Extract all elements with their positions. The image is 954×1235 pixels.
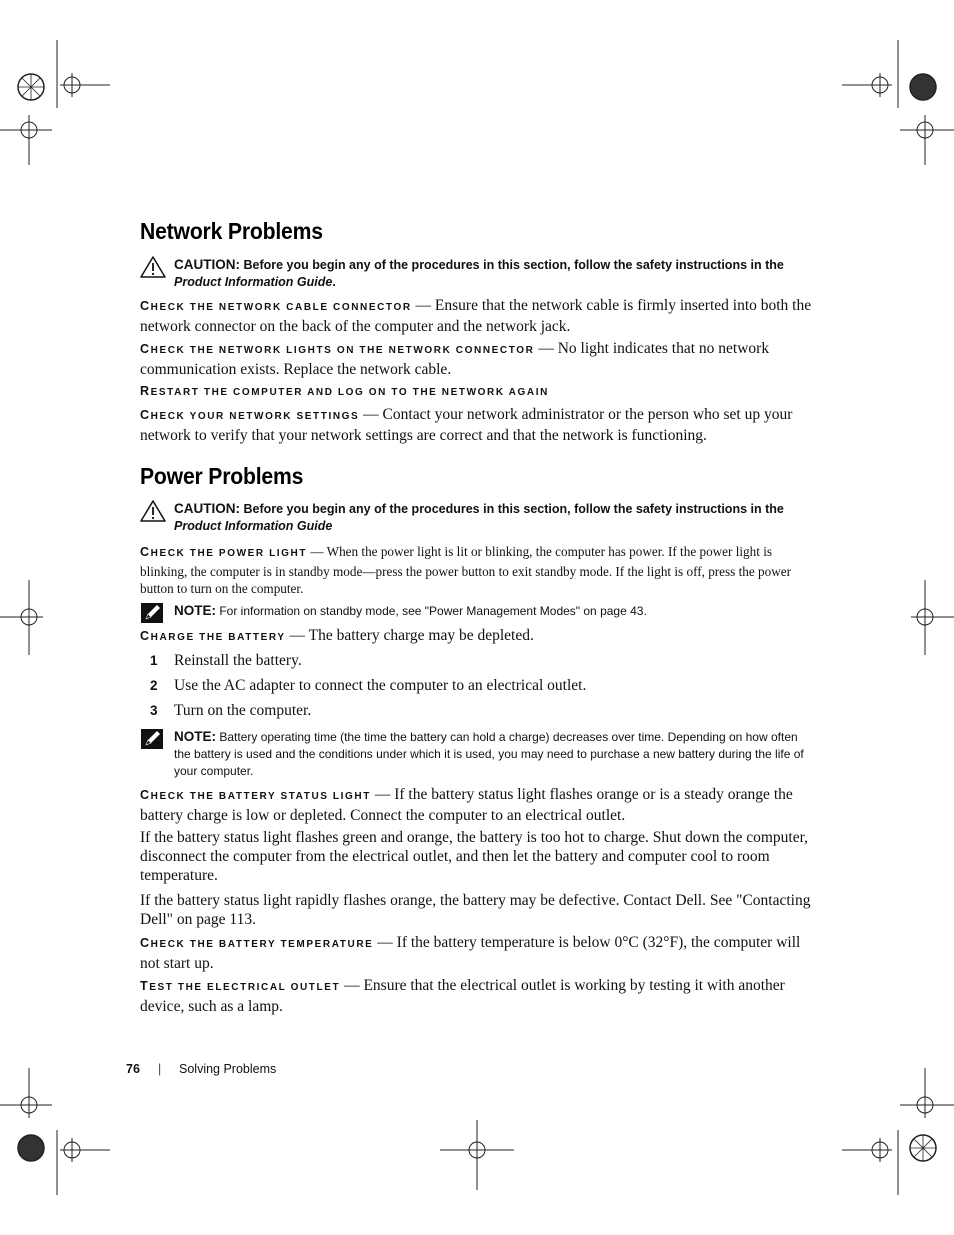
heading-initial: C: [140, 408, 151, 422]
heading-initial: C: [140, 936, 151, 950]
power-caution-text: [174, 500, 820, 535]
caution-guide-name: Product Information Guide: [174, 519, 333, 533]
em-dash: —: [340, 977, 364, 994]
power-item-temperature: [140, 933, 812, 973]
note-label: NOTE:: [174, 603, 216, 618]
item-heading: [140, 629, 286, 643]
power-item-status-light: [140, 785, 812, 825]
heading-rest: HECK THE NETWORK LIGHTS ON THE NETWORK CONNECTOR: [150, 345, 535, 356]
heading-rest: HECK THE BATTERY TEMPERATURE: [150, 939, 374, 950]
caution-guide-name: Product Information Guide: [174, 275, 333, 289]
item-heading: [140, 788, 371, 802]
network-item-restart: [140, 381, 812, 402]
standby-note-text: [174, 602, 816, 620]
step-number: 1: [150, 653, 158, 668]
item-heading: [140, 299, 412, 313]
em-dash: —: [307, 544, 327, 559]
item-body: Ensure that the network cable is firmly inserted into both the network connector on the back of the computer and the network jack.: [140, 297, 812, 335]
network-item-lights: [140, 339, 812, 379]
em-dash: —: [370, 786, 395, 803]
power-item-light: [140, 543, 812, 598]
caution-body: Before you begin any of the procedures in this section, follow the safety instructions in the: [243, 258, 784, 272]
step-text: Reinstall the battery.: [174, 652, 302, 669]
caution-body: Before you begin any of the procedures in this section, follow the safety instructions in the: [243, 502, 784, 516]
heading-initial: C: [140, 299, 151, 313]
rapid-orange-paragraph: If the battery status light rapidly flashes orange, the battery may be defective. Contact Dell. See "Contacting Dell" on page 113.: [140, 892, 811, 928]
page-number: 76: [126, 1062, 140, 1076]
heading-rest: HECK YOUR NETWORK SETTINGS: [150, 411, 360, 422]
power-problems-heading: Power Problems: [140, 463, 304, 489]
item-heading: [140, 342, 535, 356]
power-item-outlet: [140, 976, 812, 1016]
heading-rest: HECK THE NETWORK CABLE CONNECTOR: [150, 302, 412, 313]
caution-period: .: [332, 275, 336, 289]
step-number: 2: [150, 678, 158, 693]
item-body: If the battery temperature is below 0°C (32°F), the computer will not start up.: [140, 934, 801, 972]
heading-initial: C: [140, 788, 151, 802]
item-body: The battery charge may be depleted.: [308, 627, 534, 644]
item-body: Contact your network administrator or the person who set up your network to verify that your network settings are correct and that the network is functioning.: [140, 406, 793, 444]
step-text: Turn on the computer.: [174, 702, 312, 719]
caution-label: CAUTION:: [174, 257, 240, 272]
warning-triangle-icon: [140, 256, 166, 278]
heading-initial: T: [140, 979, 150, 993]
step-number: 3: [150, 703, 158, 718]
network-problems-heading: Network Problems: [140, 218, 323, 244]
heading-initial: C: [140, 545, 151, 559]
network-item-settings: [140, 405, 812, 445]
heading-rest: HECK THE POWER LIGHT: [150, 548, 308, 559]
pencil-note-icon: [140, 728, 166, 750]
network-caution-text: [174, 256, 820, 291]
heading-rest: EST THE ELECTRICAL OUTLET: [149, 982, 341, 993]
em-dash: —: [411, 297, 435, 314]
pencil-note-icon: [140, 602, 166, 624]
warning-triangle-icon: [140, 500, 166, 522]
em-dash: —: [373, 934, 397, 951]
caution-label: CAUTION:: [174, 501, 240, 516]
heading-initial: C: [140, 342, 151, 356]
item-body: Ensure that the electrical outlet is working by testing it with another device, such as a lamp.: [140, 977, 785, 1015]
heading-initial: C: [140, 629, 151, 643]
power-item-charge: [140, 626, 812, 647]
item-body: No light indicates that no network communication exists. Replace the network cable.: [140, 340, 770, 378]
heading-initial: R: [140, 384, 151, 398]
item-heading: [140, 408, 360, 422]
battery-time-note-text: [174, 728, 816, 780]
step-text: Use the AC adapter to connect the computer to an electrical outlet.: [174, 677, 587, 694]
note-label: NOTE:: [174, 729, 216, 744]
green-orange-paragraph: If the battery status light flashes green and orange, the battery is too hot to charge. Shut down the computer, disconnect the computer from the electrical outlet, and then let the battery and computer cool to room temperature.: [140, 829, 808, 884]
item-heading: [140, 384, 549, 398]
footer-separator: |: [158, 1062, 162, 1076]
em-dash: —: [285, 627, 309, 644]
em-dash: —: [534, 340, 558, 357]
item-heading: [140, 936, 374, 950]
note-body: For information on standby mode, see "Power Management Modes" on page 43.: [219, 604, 647, 618]
item-body: When the power light is lit or blinking, the computer has power. If the power light is blinking, the computer is in standby mode—press the power button to exit standby mode. If the light is off, press the power button to turn on the computer.: [140, 544, 791, 596]
heading-rest: HECK THE BATTERY STATUS LIGHT: [150, 791, 371, 802]
item-body: If the battery status light flashes orange or is a steady orange the battery charge is low or depleted. Connect the computer to an electrical outlet.: [140, 786, 793, 824]
em-dash: —: [359, 406, 383, 423]
footer-section-name: Solving Problems: [179, 1062, 277, 1076]
heading-rest: ESTART THE COMPUTER AND LOG ON TO THE NETWORK AGAIN: [150, 387, 549, 398]
note-body: Battery operating time (the time the battery can hold a charge) decreases over time. Depending on how often the battery is used and the conditions under which it is used, you may need to purchase a new battery during the life of your computer.: [174, 730, 804, 778]
network-item-cable: [140, 296, 812, 336]
item-heading: [140, 979, 341, 993]
heading-rest: HARGE THE BATTERY: [150, 632, 286, 643]
item-heading: [140, 545, 308, 559]
